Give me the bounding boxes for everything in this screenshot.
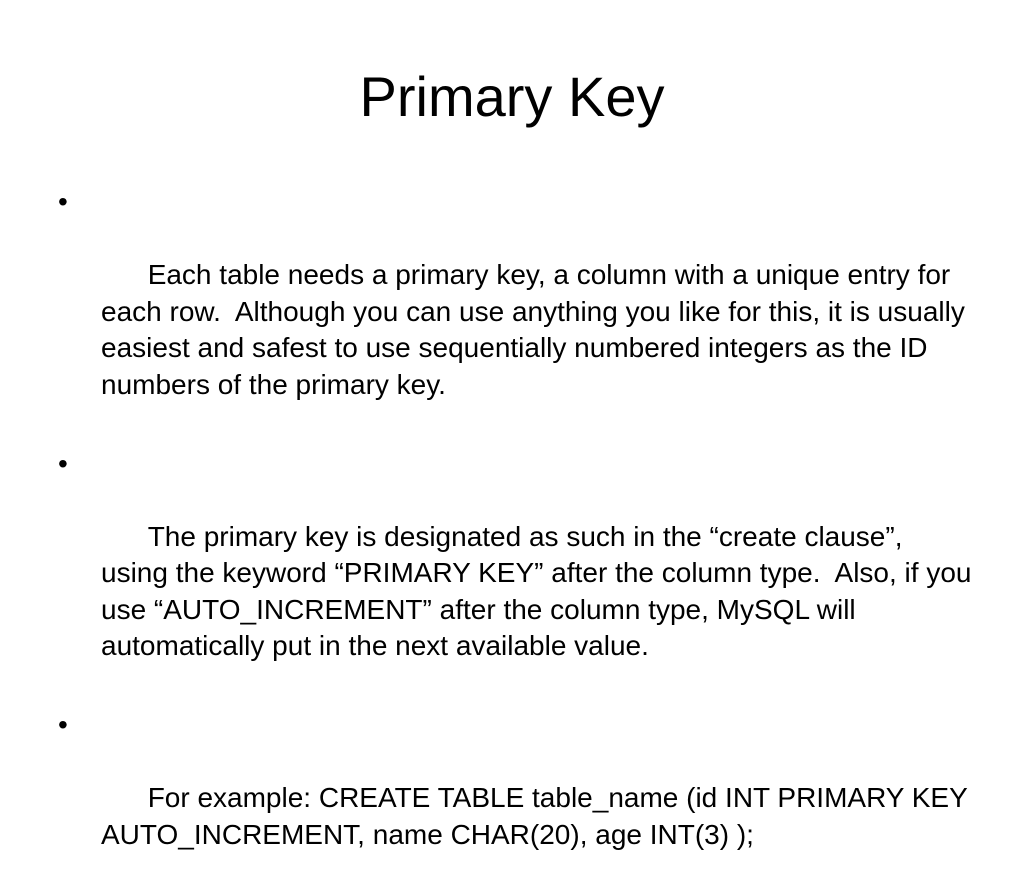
bullet-item-create-clause	[58, 446, 978, 702]
bullet-text: For example: CREATE TABLE table_name (id INT PRIMARY KEY AUTO_INCREMENT, name CHAR(20), age INT(3) );	[101, 782, 974, 850]
bullet-list	[58, 184, 978, 896]
bullet-icon: •	[58, 186, 68, 217]
bullet-text: Each table needs a primary key, a column with a unique entry for each row. Although you can use anything you like for this, it is usually easiest and safest to use sequentially numbered integers as the ID numbers of the primary key.	[101, 259, 973, 400]
bullet-icon: •	[58, 447, 68, 479]
bullet-icon: •	[58, 709, 68, 740]
slide-title: Primary Key	[359, 65, 665, 128]
bullet-text: The primary key is designated as such in the “create clause”, using the keyword “PRIMARY KEY” after the column type. Also, if you use “AUTO_INCREMENT” after the column type, MySQL will automatically put in the next available value.	[101, 520, 980, 661]
bullet-item-example	[58, 707, 978, 890]
bullet-item-primary-key-need	[58, 184, 978, 440]
